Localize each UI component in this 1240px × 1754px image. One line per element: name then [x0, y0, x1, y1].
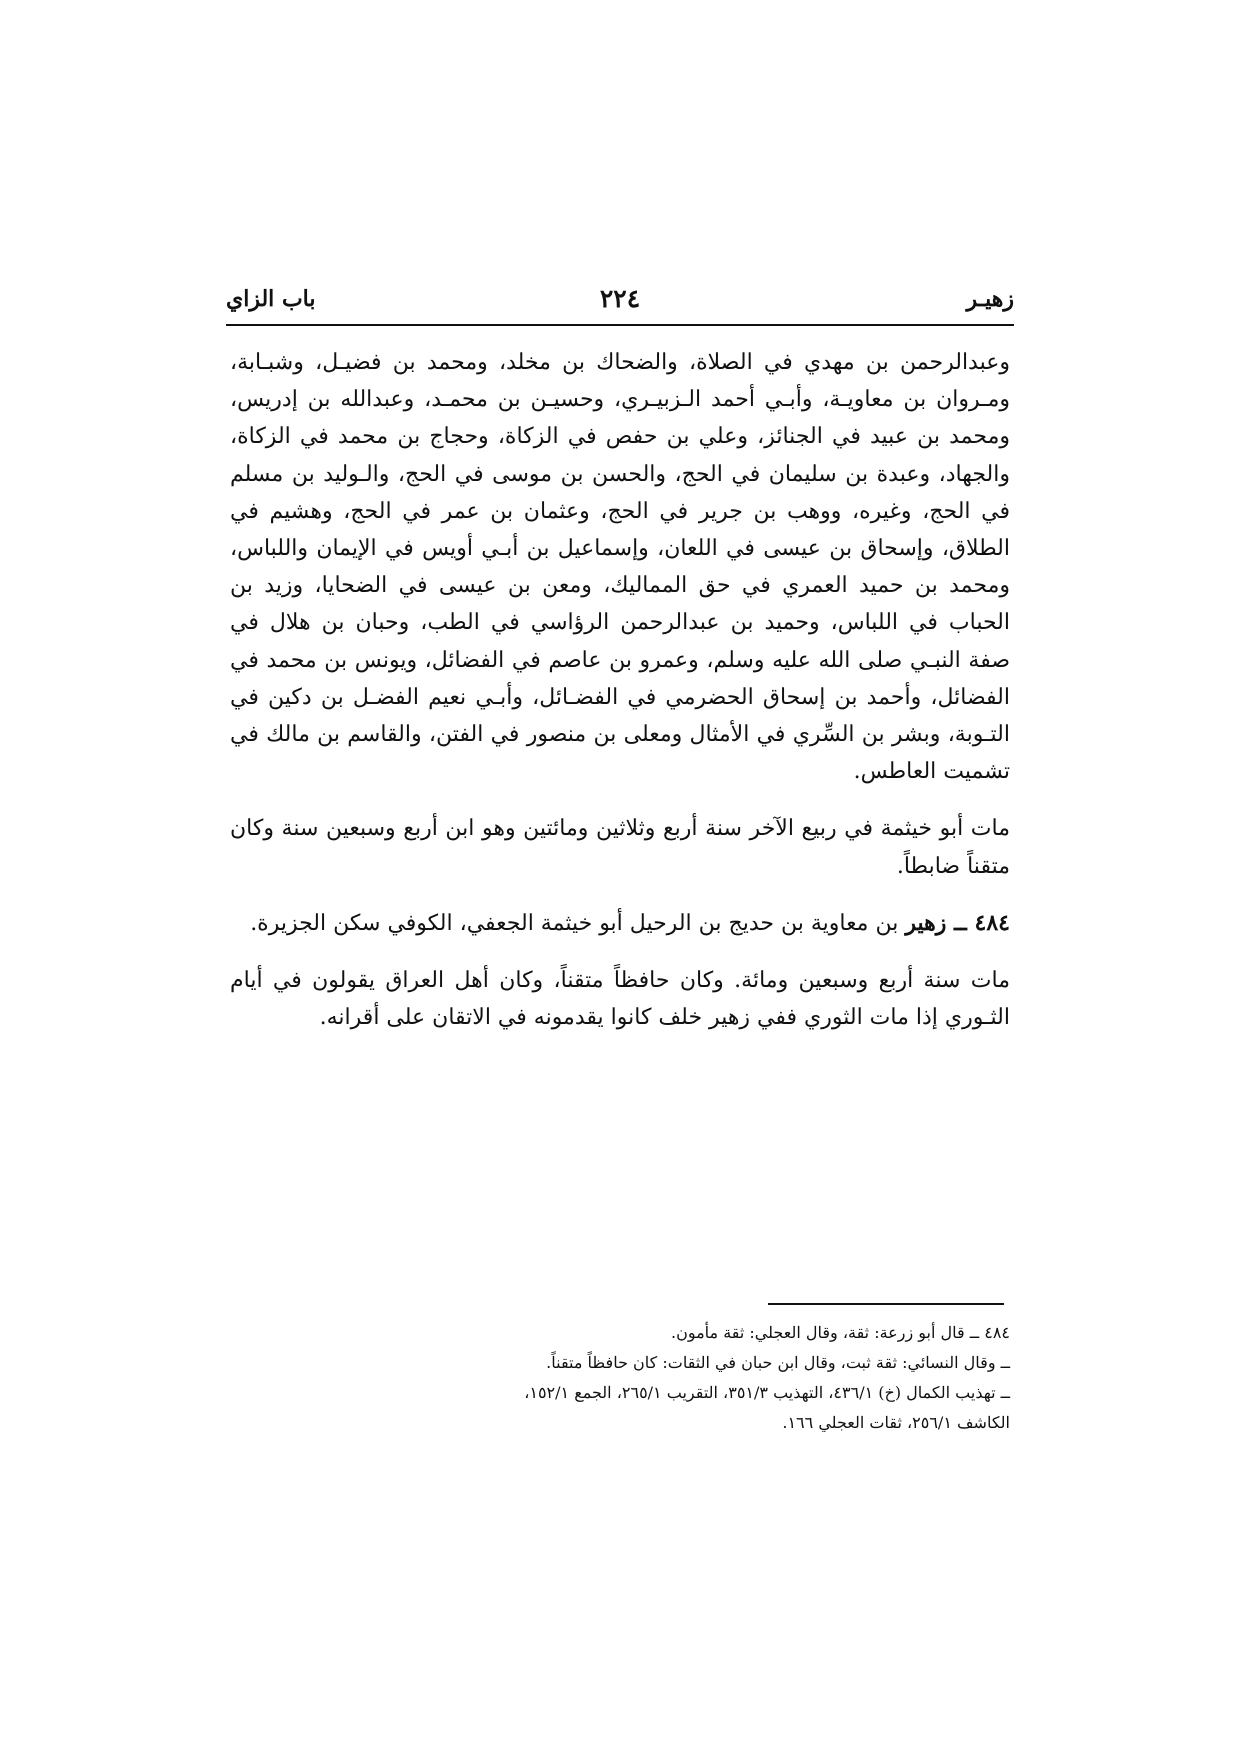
header-rule	[226, 324, 1014, 326]
entry-text: بن معاوية بن حديج بن الرحيل أبو خيثمة الجعفي، الكوفي سكن الجزيرة.	[250, 910, 906, 936]
main-text	[230, 344, 1010, 1056]
entry-484	[230, 905, 1010, 942]
footnotes	[230, 1318, 1010, 1438]
page-number: ٢٢٤	[599, 284, 641, 313]
entry-heading: ٤٨٤ ــ زهير	[905, 909, 1010, 936]
footnote-line: ــ وقال النسائي: ثقة ثبت، وقال ابن حبان في الثقات: كان حافظاً متقناً.	[546, 1353, 1010, 1372]
paragraph-text: مات سنة أربع وسبعين ومائة. وكان حافظاً متقناً، وكان أهل العراق يقولون في أيام الثـوري إذا مات الثوري ففي زهير خلف كانوا يقدمونه في الاتقان على أقرانه.	[230, 968, 1010, 1031]
entry-484-paragraph	[230, 905, 1010, 942]
paragraph-text: وعبدالرحمن بن مهدي في الصلاة، والضحاك بن مخلد، ومحمد بن فضيـل، وشبـابة، ومـروان بن معاويـة، وأبـي أحمد الـزبيـري، وحسيـن بن محمـد، وعبدالله بن إدريس، ومحمد بن عبيد في الجنائز، وعلي بن حفص في الزكاة، وحجاج بن محمد في الزكاة، والجهاد، وعبدة بن سليمان في الحج، والحسن بن موسى في الحج، والـوليد بن مسلم في الحج، وغيره، ووهب بن جرير في الحج، وعثمان بن عمر في الحج، وهشيم في الطلاق، وإسحاق بن عيسى في اللعان، وإسماعيل بن أبـي أويس في الإيمان واللباس، ومحمد بن حميد العمري في حق المماليك، ومعن بن عيسى في الضحايا، وزيد بن الحباب في اللباس، وحميد بن عبدالرحمن الرؤاسي في الطب، وحبان بن هلال في صفة النبـي صلى الله عليه وسلم، وعمرو بن عاصم في الفضائل، ويونس بن محمد في الفضائل، وأحمد بن إسحاق الحضرمي في الفضـائل، وأبـي نعيم الفضـل بن دكين في التـوبة، وبشر بن السِّري في الأمثال ومعلى بن منصور في الفتن، والقاسم بن مالك في تشميت العاطس.	[230, 350, 1010, 785]
paragraph-death-abu-khaythama	[230, 810, 1010, 884]
running-header	[226, 282, 1014, 324]
footnote-line: الكاشف ٢٥٦/١، ثقات العجلي ١٦٦.	[782, 1413, 1010, 1432]
footnote-line: ــ تهذيب الكمال (خ) ٤٣٦/١، التهذيب ٣٥١/٣، التقريب ٢٦٥/١، الجمع ١٥٢/١،	[524, 1383, 1010, 1402]
paragraph-death-zuhayr	[230, 962, 1010, 1036]
footnote-rule	[768, 1303, 1004, 1305]
paragraph-text: مات أبو خيثمة في ربيع الآخر سنة أربع وثلاثين ومائتين وهو ابن أربع وسبعين سنة وكان متقناً ضابطاً.	[230, 816, 1010, 879]
header-entry-name: زهيـر	[966, 286, 1014, 312]
paragraph-narrators	[230, 344, 1010, 790]
header-chapter-title: باب الزاي	[226, 286, 316, 312]
footnote-line: ٤٨٤ ــ قال أبو زرعة: ثقة، وقال العجلي: ثقة مأمون.	[670, 1323, 1010, 1342]
